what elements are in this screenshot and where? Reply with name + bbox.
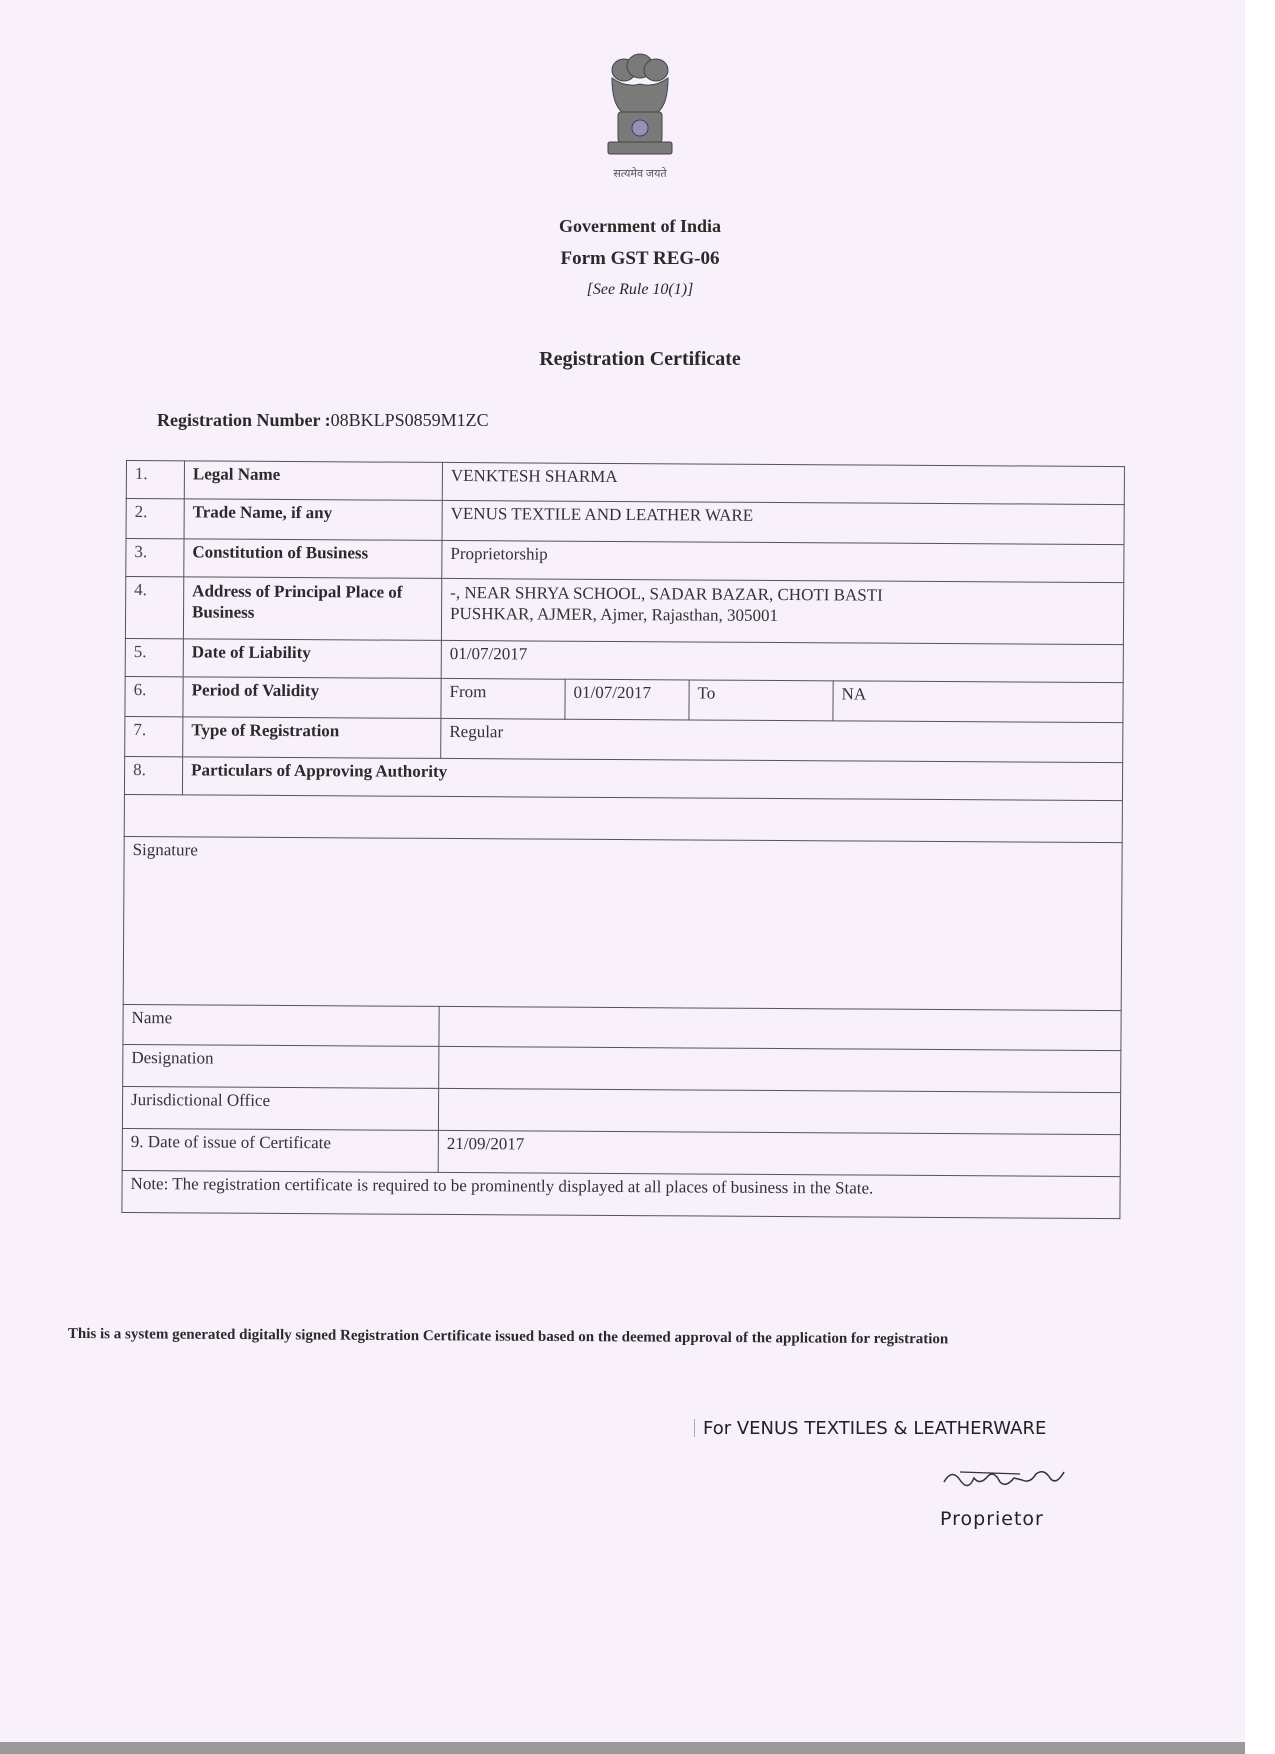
table-row [123,1044,1121,1092]
constitution-value: Proprietorship [442,540,1124,582]
validity-from-label: From [441,678,565,719]
row-number: 3. [126,539,184,577]
row-label: Type of Registration [183,717,441,759]
stamp-bar [694,1419,695,1437]
address-line-1: -, NEAR SHRYA SCHOOL, SADAR BAZAR, CHOTI BASTI [450,582,883,605]
table-row [122,1128,1120,1176]
form-heading: Form GST REG-06 [560,248,720,269]
row-number: 5. [125,638,183,676]
registration-type-value: Regular [441,718,1123,762]
registration-number [157,410,489,431]
jurisdiction-label: Jurisdictional Office [122,1086,438,1130]
table-row [125,577,1123,645]
name-label: Name [123,1004,439,1046]
row-number: 8. [124,756,182,794]
liability-date-value: 01/07/2017 [441,640,1123,682]
table-row [122,1086,1120,1134]
validity-to-value: NA [833,681,1123,723]
table-row [125,638,1123,682]
table-row [126,499,1124,545]
table-row [124,794,1122,842]
table-row [126,461,1124,505]
registration-number-label: Registration Number : [157,410,331,430]
certificate-title: Registration Certificate [539,348,741,370]
signature-label: Signature [123,836,1122,1010]
row-label: Trade Name, if any [184,499,442,541]
row-number: 6. [125,676,183,716]
validity-from-value: 01/07/2017 [565,679,689,720]
scan-edge [0,1742,1245,1754]
firm-stamp [694,1418,1046,1439]
designation-value [439,1046,1121,1092]
table-row [125,716,1123,762]
table-row [125,676,1123,722]
national-emblem-icon [598,52,682,172]
row-number: 2. [126,499,184,539]
trade-name-value: VENUS TEXTILE AND LEATHER WARE [442,500,1124,544]
system-generated-note: This is a system generated digitally signed Registration Certificate issued based on the deemed approval of the application for registration [67,1325,949,1348]
firm-name: For VENUS TEXTILES & LEATHERWARE [703,1418,1047,1439]
row-label: Date of Liability [183,639,441,679]
row-number: 7. [125,716,183,756]
certificate-form [121,460,1124,1219]
name-value [439,1006,1121,1050]
row-label: Legal Name [184,461,442,501]
table-row [124,756,1122,800]
handwritten-signature [940,1464,1070,1494]
jurisdiction-value [438,1088,1120,1134]
certificate-table [121,460,1125,1219]
issue-date-value: 21/09/2017 [438,1130,1120,1176]
row-number: 1. [126,461,184,499]
page-edge [1245,0,1275,1754]
row-label: Constitution of Business [184,539,442,579]
issue-date-label: 9. Date of issue of Certificate [122,1128,438,1172]
table-row [123,836,1122,1010]
row-number: 4. [125,577,183,639]
validity-to-label: To [689,680,833,721]
emblem-motto: सत्यमेव जयते [613,168,667,180]
registration-number-value: 08BKLPS0859M1ZC [330,410,489,430]
row-label: Particulars of Approving Authority [182,757,1122,801]
address-line-2: PUSHKAR, AJMER, Ajmer, Rajasthan, 305001 [450,603,779,625]
table-row [122,1170,1120,1218]
authority-blank-row [124,794,1122,842]
table-row [126,539,1124,583]
rule-reference: [See Rule 10(1)] [586,281,694,298]
table-row [123,1004,1121,1050]
proprietor-label: Proprietor [940,1508,1044,1530]
row-label: Address of Principal Place of Business [183,577,441,641]
government-heading: Government of India [559,216,721,236]
designation-label: Designation [123,1044,439,1088]
legal-name-value: VENKTESH SHARMA [442,462,1124,504]
address-value [441,578,1123,644]
display-note: Note: The registration certificate is required to be prominently displayed at all places of business in the State. [122,1170,1120,1218]
row-label: Period of Validity [183,677,441,719]
